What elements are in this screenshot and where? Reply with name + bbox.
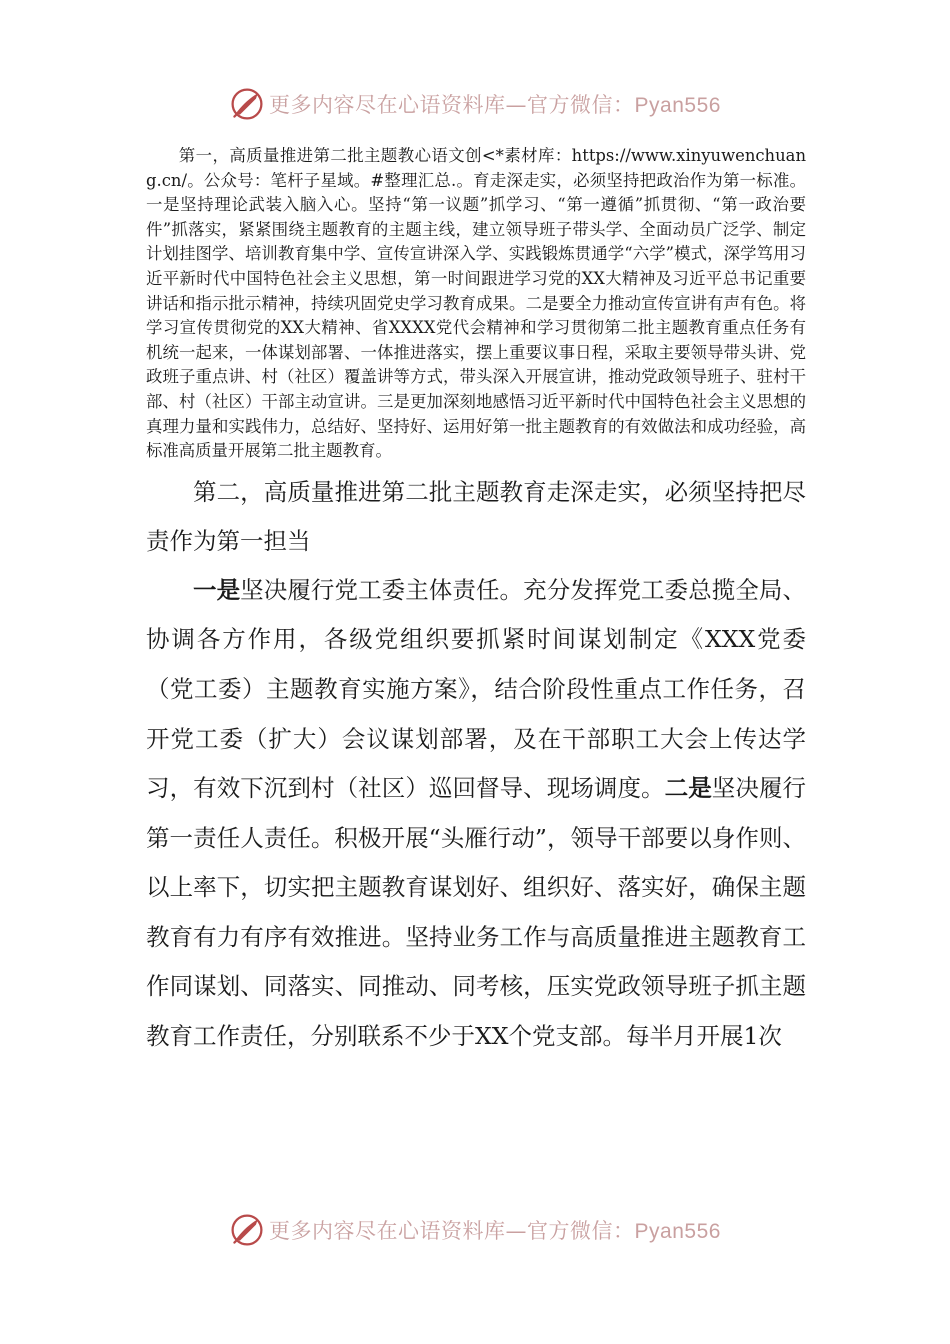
text-one: 坚决履行党工委主体责任。充分发挥党工委总揽全局、协调各方作用，各级党组织要抓紧时间谋划制定《XXX党委（党工委）主题教育实施方案》，结合阶段性重点工作任务，召开党工委（扩大）会议谋划部署，及在干部职工大会上传达学习，有效下沉到村（社区）巡回督导、现场调度。 xyxy=(146,575,807,803)
lead-two: 二是 xyxy=(664,774,712,803)
watermark-handle: Pyan556 xyxy=(634,1220,721,1243)
watermark-footer xyxy=(0,1210,950,1250)
watermark-handle: Pyan556 xyxy=(634,94,721,117)
paragraph-first-point: 第一，高质量推进第二批主题教心语文创<*素材库：https://www.xinyuwenchuang.cn/。公众号：笔杆子星域。#整理汇总.。育走深走实，必须坚持把政治作为第一标准。一是坚持理论武装入脑入心。坚持“第一议题”抓学习、“第一遵循”抓贯彻、“第一政治要件”抓落实，紧紧围绕主题教育的主题主线，建立领导班子带头学、全面动员广泛学、制定计划挂图学、培训教育集中学、宣传宣讲深入学、实践锻炼贯通学“六学”模式，深学笃用习近平新时代中国特色社会主义思想，第一时间跟进学习党的XX大精神及习近平总书记重要讲话和指示批示精神，持续巩固党史学习教育成果。二是要全力推动宣传宣讲有声有色。将学习宣传贯彻党的XX大精神、省XXXX党代会精神和学习贯彻第二批主题教育重点任务有机统一起来，一体谋划部署、一体推进落实，摆上重要议事日程，采取主要领导带头讲、党政班子重点讲、村（社区）覆盖讲等方式，带头深入开展宣讲，推动党政领导班子、驻村干部、村（社区）干部主动宣讲。三是更加深刻地感悟习近平新时代中国特色社会主义思想的真理力量和实践伟力，总结好、坚持好、运用好第一批主题教育的有效做法和成功经验，高标准高质量开展第二批主题教育。 xyxy=(146,146,806,461)
section-heading-second-point: 第二，高质量推进第二批主题教育走深走实，必须坚持把尽责作为第一担当 xyxy=(146,477,806,555)
pen-nib-logo-icon xyxy=(229,86,265,122)
watermark-text: 更多内容尽在心语资料库—官方微信： xyxy=(269,93,635,117)
text-two: 坚决履行第一责任人责任。积极开展“头雁行动”，领导干部要以身作则、以上率下，切实把主题教育谋划好、组织好、落实好，确保主题教育有力有序有效推进。坚持业务工作与高质量推进主题教育工作同谋划、同落实、同推动、同考核，压实党政领导班子抓主题教育工作责任，分别联系不少于XX个党支部。每半月开展1次 xyxy=(146,774,807,1051)
watermark-text: 更多内容尽在心语资料库—官方微信： xyxy=(269,1219,635,1243)
lead-one: 一是 xyxy=(193,575,241,604)
pen-nib-logo-icon xyxy=(229,1212,265,1248)
paragraph-second-point xyxy=(146,566,806,1062)
watermark-header xyxy=(0,84,950,124)
document-body xyxy=(146,144,806,1062)
